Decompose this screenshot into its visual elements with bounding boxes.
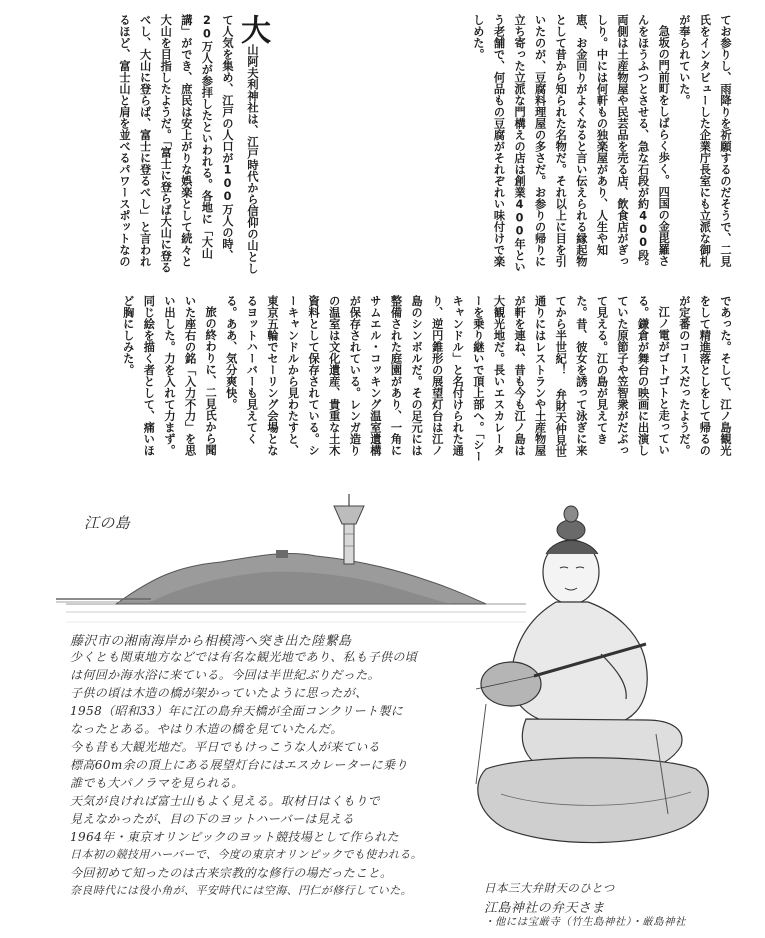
article-column-lower (121, 295, 735, 467)
caption-line: 江島神社の弁天さま (484, 901, 605, 916)
sketch-note-line: 天気が良ければ富士山もよく見える。取材日はくもりで (70, 794, 381, 808)
sketch-note-line: 少くとも関東地方などでは有名な観光地であり、私も子供の頃 (70, 650, 418, 664)
sketch-note-line: なったとある。やはり木造の橋を見ていたんだ。 (70, 722, 343, 736)
sketch-note-line: 1958（昭和33）年に江の島弁天橋が全面コンクリート製に (70, 704, 404, 718)
sketch-note-line: 今も昔も大観光地だ。平日でもけっこうな人が来ている (70, 740, 381, 754)
caption-line: ・他には宝厳寺（竹生島神社）・厳島神社 (484, 916, 686, 928)
sketch-note-line: 標高60m余の頂上にある展望灯台にはエスカレーターに乗り (70, 758, 408, 772)
enoshima-sketch (56, 484, 746, 934)
article-column-middle (29, 14, 270, 276)
article-paragraph-text: 山阿夫利神社は、江戸時代から信仰の山として人気を集め、江戸の人口が100万人の時、20万人が参拝したといわれる。各地に「大山講」ができ、庶民は安上がりな娯楽として続々と大山を目指したようだ。「富士に登らば大山に登るべし、大山に登らば、富士に登るべし」と言われるほど、富士山と肩を並べるパワースポットなの (118, 14, 259, 275)
article-paragraph: てお参りし、雨降りを祈願するのだそうで、二見氏をインタビューした企業庁長室にも立派な御札が奉られていた。 (677, 14, 732, 267)
sketch-title: 江の島 (84, 514, 131, 532)
sketch-note-line: 誰でも大パノラマを見られる。 (70, 776, 244, 790)
article-paragraph: 江ノ電がゴトゴトと走っている。鎌倉が舞台の映画に出演していた原節子や笠智衆がだぶって見える。江の島が見えてきた。昔、彼女を誘って泳ぎに来てから半世紀！ 弁財天仲見世通りにはレストランや土産物屋が軒を連ね、昔も今も江ノ島は大観光地だ。長いエスカレーターを乗り継いで頂上部へ。「シーキャンドル」と名付けられた通り、逆円錐形の展望灯台は江ノ島のシンボルだ。その足元には整備された庭園があり、一角にサムエル・コッキング温室遺構が保存されている。レンガ造りの温室は文化遺産、貴重な土木資料として保存されている。シーキャンドルから見わたすと、東京五輪でセーリング会場となるヨットハーバーも見えてくる。ああ、気分爽快。 (224, 295, 671, 462)
article-paragraph (113, 14, 270, 276)
sketch-note-line: は何回か海水浴に来ている。今回は半世紀ぶりだった。 (70, 668, 381, 682)
article-paragraph: 旅の終わりに、二見氏から聞いた座右の銘「入力不力」を思い出した。力を入れて力まず。同じ絵を描く者として、痛いほど胸にしみた。 (121, 295, 218, 456)
sketch-note-line: 見えなかったが、目の下のヨットハーバーは見える (70, 812, 355, 826)
sea-candle-lighthouse (334, 494, 364, 564)
article-paragraph: 急坂の門前町をしばらく歩く。四国の金毘羅さんをほうふつとさせる、急な石段が約400段。両側は土産物屋や民芸品を売る店、飲食店がぎっしり。中には何軒もの独楽屋があり、人生や知恵、お金回りがよくなると言い伝えられる縁起物として昔から知られた名物だ。それ以上に目を引いたのが、豆腐料理屋の多さだ。お参りの帰りに立ち寄った立派な門構えの店は創業400年という老舗で、何品もの豆腐がそれぞれい味付けで楽しめた。 (471, 14, 671, 273)
article-paragraph: であった。そして、江ノ島観光をして精進落としをして帰るのが定番のコースだったようだ。 (677, 295, 732, 456)
sketch-note-line: 日本初の競技用ハーバーで、今度の東京オリンピックでも使われる。 (70, 848, 423, 861)
benzaiten-figure (476, 506, 708, 843)
rock-pedestal (478, 758, 709, 843)
caption-line: 日本三大弁財天のひとつ (484, 881, 615, 895)
sketch-note-line: 子供の頃は木造の橋が架かっていたように思ったが、 (70, 686, 368, 700)
sketch-note-line: 奈良時代には役小角が、平安時代には空海、円仁が修行していた。 (70, 884, 412, 897)
sketch-note-line: 今回初めて知ったのは古来宗教的な修行の場だったこと。 (70, 866, 393, 880)
article-column-top (288, 14, 735, 276)
sketch-note-line: 1964年・東京オリンピックのヨット競技場として作られた (70, 830, 400, 844)
drop-cap: 大 (235, 14, 270, 45)
sketch-note-line: 藤沢市の湘南海岸から相模湾へ突き出た陸繋島 (70, 634, 352, 649)
